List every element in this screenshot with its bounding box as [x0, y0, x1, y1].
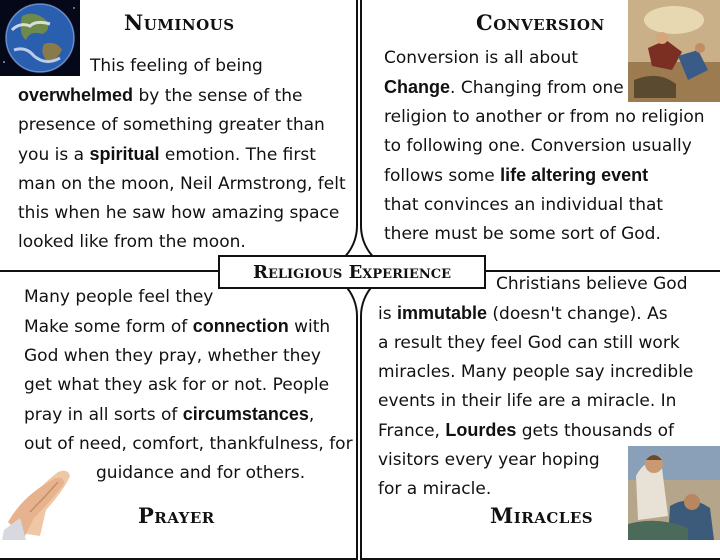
numinous-text-segment: man on the moon, Neil Armstrong, felt: [18, 174, 346, 194]
numinous-text: [18, 52, 346, 257]
conversion-keyword: Change: [384, 77, 451, 97]
miracles-line: [378, 329, 693, 358]
numinous-line: [18, 170, 346, 199]
prayer-text-segment: God when they pray, whether they: [24, 346, 321, 366]
miracles-heading: Miracles: [490, 503, 594, 528]
prayer-text-segment: guidance and for others.: [96, 463, 306, 483]
miracles-keyword: immutable: [396, 303, 488, 323]
numinous-keyword: overwhelmed: [18, 85, 134, 105]
conversion-text-segment: to following one. Conversion usually: [384, 136, 692, 156]
prayer-text-segment: ,: [308, 405, 315, 425]
conversion-text-segment: religion to another or from no religion: [384, 107, 705, 127]
prayer-text-segment: get what they ask for or not. People: [24, 375, 330, 395]
conversion-text-segment: that convinces an individual that: [384, 195, 664, 215]
miracles-text-segment: Christians believe God: [496, 274, 688, 294]
miracles-keyword: Lourdes: [445, 420, 517, 440]
prayer-text-segment: Many people feel they: [24, 287, 214, 307]
numinous-text-segment: emotion. The first: [159, 145, 316, 165]
conversion-heading: Conversion: [476, 10, 605, 35]
miracles-line: [378, 387, 693, 416]
miracles-text-segment: visitors every year hoping: [378, 450, 600, 470]
numinous-line: [18, 199, 346, 228]
conversion-text-segment: . Changing from one: [450, 78, 624, 98]
numinous-line: [18, 81, 346, 111]
conversion-line: [384, 191, 705, 220]
miracles-text-segment: for a miracle.: [378, 479, 492, 499]
prayer-heading: Prayer: [138, 503, 215, 528]
miracles-painting: [628, 446, 720, 540]
prayer-line: [24, 430, 353, 459]
numinous-line: [18, 228, 346, 257]
center-title: Religious Experience: [252, 261, 451, 283]
miracles-line: [378, 358, 693, 387]
conversion-painting: [628, 0, 720, 102]
numinous-keyword: spiritual: [89, 144, 160, 164]
miracles-text-segment: is: [378, 304, 397, 324]
numinous-line: [18, 140, 346, 170]
miracles-text-segment: a result they feel God can still work: [378, 333, 680, 353]
miracles-text-segment: events in their life are a miracle. In: [378, 391, 677, 411]
earth-image: [0, 0, 80, 76]
numinous-text-segment: this when he saw how amazing space: [18, 203, 340, 223]
center-title-box: [218, 255, 486, 289]
prayer-keyword: connection: [192, 316, 289, 336]
numinous-heading: Numinous: [124, 10, 235, 35]
miracles-text-segment: miracles. Many people say incredible: [378, 362, 694, 382]
conversion-text-segment: there must be some sort of God.: [384, 224, 661, 244]
conversion-text-segment: follows some: [384, 166, 501, 186]
numinous-line: [18, 111, 346, 140]
numinous-text-segment: This feeling of being: [90, 56, 263, 76]
prayer-text-segment: out of need, comfort, thankfulness, for: [24, 434, 353, 454]
conversion-line: [384, 132, 705, 161]
prayer-text-segment: pray in all sorts of: [24, 405, 183, 425]
prayer-text-segment: with: [288, 317, 331, 337]
numinous-text-segment: by the sense of the: [133, 86, 303, 106]
prayer-line: [24, 400, 353, 430]
conversion-line: [384, 220, 705, 249]
conversion-keyword: life altering event: [500, 165, 649, 185]
prayer-keyword: circumstances: [182, 404, 309, 424]
conversion-line: [384, 161, 705, 191]
miracles-text-segment: gets thousands of: [516, 421, 675, 441]
prayer-text: [24, 283, 353, 488]
conversion-text-segment: Conversion is all about: [384, 48, 579, 68]
miracles-line: [378, 299, 693, 329]
numinous-text-segment: you is a: [18, 145, 90, 165]
numinous-text-segment: presence of something greater than: [18, 115, 325, 135]
miracles-text-segment: France,: [378, 421, 446, 441]
prayer-line: [24, 312, 353, 342]
prayer-text-segment: Make some form of: [24, 317, 193, 337]
numinous-text-segment: looked like from the moon.: [18, 232, 246, 252]
prayer-line: [24, 342, 353, 371]
conversion-line: [384, 103, 705, 132]
praying-hands-image: [0, 460, 84, 540]
miracles-line: [378, 416, 693, 446]
miracles-text-segment: (doesn't change). As: [487, 304, 668, 324]
prayer-line: [24, 371, 353, 400]
